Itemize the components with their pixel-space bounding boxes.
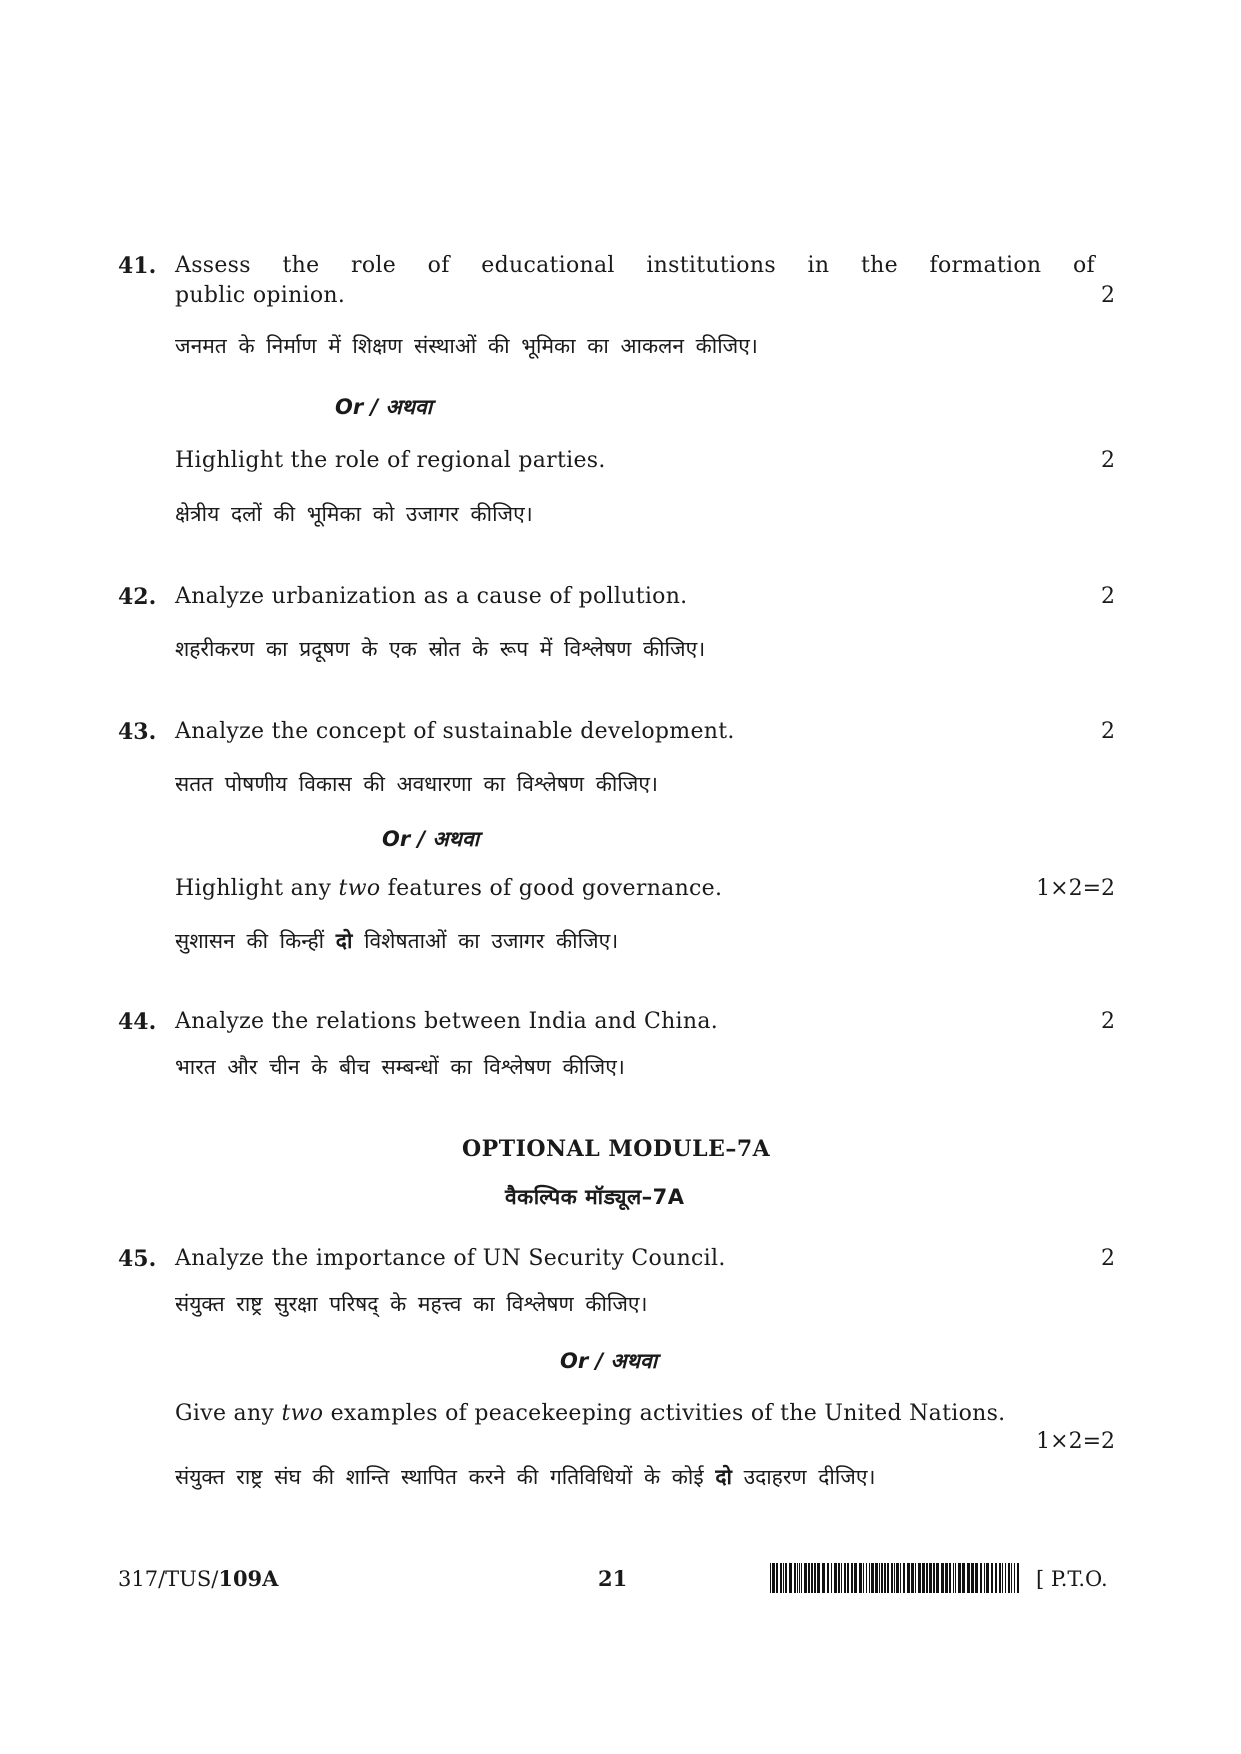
section-title-hindi: वैकल्पिक मॉड्यूल–7A <box>505 1185 685 1209</box>
question-43-alt-marks: 1×2=2 <box>1036 876 1115 901</box>
question-number-43: 43. <box>118 719 157 745</box>
pto-label: [ P.T.O. <box>1036 1567 1108 1591</box>
question-43-marks: 2 <box>1101 719 1115 744</box>
question-44-text: Analyze the relations between India and China. <box>175 1009 719 1034</box>
question-41-word: the <box>282 253 320 278</box>
paper-code: 317/TUS/109A <box>118 1566 279 1591</box>
question-43-alt-text: Highlight any two features of good governance. <box>175 876 723 901</box>
barcode-icon <box>770 1563 1022 1593</box>
question-45-text: Analyze the importance of UN Security Council. <box>175 1246 726 1271</box>
question-45-marks: 2 <box>1101 1246 1115 1271</box>
question-41-word: institutions <box>646 253 776 278</box>
question-41-word: formation <box>929 253 1042 278</box>
question-43-hindi: सतत पोषणीय विकास की अवधारणा का विश्लेषण कीजिए। <box>175 772 658 796</box>
section-title-english: OPTIONAL MODULE–7A <box>462 1136 771 1162</box>
question-45-hindi: संयुक्त राष्ट्र सुरक्षा परिषद् के महत्त्व का विश्लेषण कीजिए। <box>175 1292 648 1316</box>
question-number-42: 42. <box>118 584 157 610</box>
question-41-word: educational <box>481 253 615 278</box>
question-41-word: Assess <box>175 253 251 278</box>
question-45-alt-marks: 1×2=2 <box>1036 1429 1115 1454</box>
question-42-marks: 2 <box>1101 584 1115 609</box>
question-44-hindi: भारत और चीन के बीच सम्बन्धों का विश्लेषण कीजिए। <box>175 1055 625 1079</box>
question-43-text: Analyze the concept of sustainable development. <box>175 719 735 744</box>
question-41-word: in <box>807 253 830 278</box>
question-41-alt-hindi: क्षेत्रीय दलों की भूमिका को उजागर कीजिए। <box>175 502 533 526</box>
page-number: 21 <box>598 1566 628 1591</box>
question-45-alt-text: Give any two examples of peacekeeping activities of the United Nations. <box>175 1401 1006 1426</box>
or-divider-43: Or / अथवा <box>382 827 480 851</box>
question-number-41: 41. <box>118 253 157 279</box>
or-divider-45: Or / अथवा <box>560 1349 658 1373</box>
question-41-hindi: जनमत के निर्माण में शिक्षण संस्थाओं की भूमिका का आकलन कीजिए। <box>175 334 758 358</box>
question-45-alt-hindi: संयुक्त राष्ट्र संघ की शान्ति स्थापित करने की गतिविधियों के कोई दो उदाहरण दीजिए। <box>175 1465 876 1489</box>
question-41-word: of <box>1072 253 1095 278</box>
question-44-marks: 2 <box>1101 1009 1115 1034</box>
question-41-text-line2: public opinion. <box>175 283 346 308</box>
question-41-word: role <box>351 253 397 278</box>
question-number-44: 44. <box>118 1009 157 1035</box>
question-42-text: Analyze urbanization as a cause of pollution. <box>175 584 688 609</box>
question-41-text-line1 <box>175 252 1095 280</box>
question-43-alt-hindi: सुशासन की किन्हीं दो विशेषताओं का उजागर कीजिए। <box>175 929 619 953</box>
question-42-hindi: शहरीकरण का प्रदूषण के एक स्रोत के रूप में विश्लेषण कीजिए। <box>175 637 706 661</box>
question-number-45: 45. <box>118 1246 157 1272</box>
question-41-alt-marks: 2 <box>1101 448 1115 473</box>
question-41-word: the <box>860 253 898 278</box>
question-41-word: of <box>427 253 450 278</box>
or-divider-41: Or / अथवा <box>335 395 433 419</box>
question-41-alt-text: Highlight the role of regional parties. <box>175 448 606 473</box>
question-41-marks: 2 <box>1101 283 1115 308</box>
